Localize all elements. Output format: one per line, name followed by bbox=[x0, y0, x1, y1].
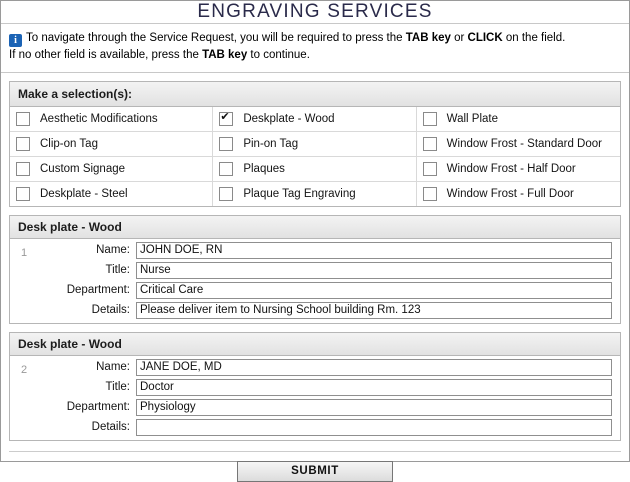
submit-button[interactable]: SUBMIT bbox=[237, 461, 393, 482]
checkbox-label-deskplate-wood: Deskplate - Wood bbox=[243, 112, 335, 125]
instructions-text-2b: to continue. bbox=[247, 49, 310, 61]
checkbox-label-plaques: Plaques bbox=[243, 162, 285, 175]
record-section-2 bbox=[9, 332, 621, 441]
field-row-details-1 bbox=[38, 302, 612, 319]
name-field-1[interactable] bbox=[136, 242, 612, 259]
instructions-text-2a: If no other field is available, press the bbox=[9, 49, 203, 61]
record-fields-2 bbox=[38, 359, 620, 436]
record-heading-2: Desk plate - Wood bbox=[10, 333, 620, 356]
checkbox-row-window-frost-half-door[interactable] bbox=[417, 157, 620, 182]
instructions-text-1a: To navigate through the Service Request, you will be required to press the bbox=[26, 32, 406, 44]
checkbox-label-deskplate-steel: Deskplate - Steel bbox=[40, 187, 128, 200]
checkbox-plaque-tag-engraving[interactable] bbox=[219, 187, 233, 201]
checkbox-row-window-frost-full-door[interactable] bbox=[417, 182, 620, 206]
checkbox-label-window-frost-full-door: Window Frost - Full Door bbox=[446, 187, 574, 200]
checkbox-label-plaque-tag-engraving: Plaque Tag Engraving bbox=[243, 187, 356, 200]
checkbox-window-frost-full-door[interactable] bbox=[423, 187, 437, 201]
checkbox-row-pin-on-tag[interactable] bbox=[213, 132, 416, 157]
instructions-line-1 bbox=[9, 30, 621, 47]
submit-bar bbox=[9, 451, 621, 482]
checkbox-row-deskplate-wood[interactable] bbox=[213, 107, 416, 132]
instructions-text-1b: or bbox=[450, 32, 468, 44]
checkbox-plaques[interactable] bbox=[219, 162, 233, 176]
checkbox-row-deskplate-steel[interactable] bbox=[10, 182, 213, 206]
checkbox-row-clip-on-tag[interactable] bbox=[10, 132, 213, 157]
field-row-department-2 bbox=[38, 399, 612, 416]
checkbox-window-frost-half-door[interactable] bbox=[423, 162, 437, 176]
details-field-1[interactable] bbox=[136, 302, 612, 319]
checkbox-label-pin-on-tag: Pin-on Tag bbox=[243, 137, 299, 150]
checkbox-label-wall-plate: Wall Plate bbox=[446, 112, 498, 125]
details-field-2[interactable] bbox=[136, 419, 612, 436]
instructions-tab-key-2: TAB key bbox=[202, 49, 248, 61]
record-number-1: 1 bbox=[20, 246, 28, 259]
instructions-tab-key-1: TAB key bbox=[405, 32, 451, 44]
checkbox-deskplate-wood[interactable] bbox=[219, 112, 233, 126]
checkbox-row-plaque-tag-engraving[interactable] bbox=[213, 182, 416, 206]
field-label-name-2: Name: bbox=[96, 361, 130, 374]
record-fields-1 bbox=[38, 242, 620, 319]
instructions-click-word: CLICK bbox=[467, 32, 503, 44]
info-icon: i bbox=[9, 34, 22, 47]
field-label-details-2: Details: bbox=[91, 421, 130, 434]
checkbox-row-custom-signage[interactable] bbox=[10, 157, 213, 182]
field-row-department-1 bbox=[38, 282, 612, 299]
checkbox-row-aesthetic-modifications[interactable] bbox=[10, 107, 213, 132]
field-row-title-2 bbox=[38, 379, 612, 396]
record-body-1 bbox=[10, 239, 620, 323]
selection-grid bbox=[10, 107, 620, 206]
field-label-department-2: Department: bbox=[66, 401, 130, 414]
field-label-details-1: Details: bbox=[91, 304, 130, 317]
checkbox-custom-signage[interactable] bbox=[16, 162, 30, 176]
page-header bbox=[1, 1, 629, 24]
record-number-2: 2 bbox=[20, 363, 28, 376]
checkbox-label-custom-signage: Custom Signage bbox=[40, 162, 126, 175]
field-row-name-1 bbox=[38, 242, 612, 259]
field-label-name-1: Name: bbox=[96, 244, 130, 257]
checkbox-label-window-frost-standard-door: Window Frost - Standard Door bbox=[446, 137, 602, 150]
selection-heading: Make a selection(s): bbox=[10, 82, 620, 107]
checkbox-label-window-frost-half-door: Window Frost - Half Door bbox=[446, 162, 576, 175]
checkbox-label-aesthetic-modifications: Aesthetic Modifications bbox=[40, 112, 158, 125]
selection-panel bbox=[9, 81, 621, 207]
page-title: ENGRAVING SERVICES bbox=[197, 1, 433, 22]
record-heading-1: Desk plate - Wood bbox=[10, 216, 620, 239]
name-field-2[interactable] bbox=[136, 359, 612, 376]
checkbox-clip-on-tag[interactable] bbox=[16, 137, 30, 151]
instructions-panel bbox=[1, 24, 629, 73]
field-row-title-1 bbox=[38, 262, 612, 279]
checkbox-pin-on-tag[interactable] bbox=[219, 137, 233, 151]
record-body-2 bbox=[10, 356, 620, 440]
checkbox-label-clip-on-tag: Clip-on Tag bbox=[40, 137, 98, 150]
checkbox-row-wall-plate[interactable] bbox=[417, 107, 620, 132]
instructions-line-2 bbox=[9, 47, 621, 64]
instructions-text-1c: on the field. bbox=[502, 32, 566, 44]
field-label-title-2: Title: bbox=[105, 381, 130, 394]
checkbox-aesthetic-modifications[interactable] bbox=[16, 112, 30, 126]
department-field-1[interactable] bbox=[136, 282, 612, 299]
field-label-title-1: Title: bbox=[105, 264, 130, 277]
title-field-2[interactable] bbox=[136, 379, 612, 396]
record-section-1 bbox=[9, 215, 621, 324]
field-row-name-2 bbox=[38, 359, 612, 376]
checkbox-deskplate-steel[interactable] bbox=[16, 187, 30, 201]
department-field-2[interactable] bbox=[136, 399, 612, 416]
checkbox-wall-plate[interactable] bbox=[423, 112, 437, 126]
title-field-1[interactable] bbox=[136, 262, 612, 279]
checkbox-row-plaques[interactable] bbox=[213, 157, 416, 182]
checkbox-row-window-frost-standard-door[interactable] bbox=[417, 132, 620, 157]
checkbox-window-frost-standard-door[interactable] bbox=[423, 137, 437, 151]
field-label-department-1: Department: bbox=[66, 284, 130, 297]
field-row-details-2 bbox=[38, 419, 612, 436]
